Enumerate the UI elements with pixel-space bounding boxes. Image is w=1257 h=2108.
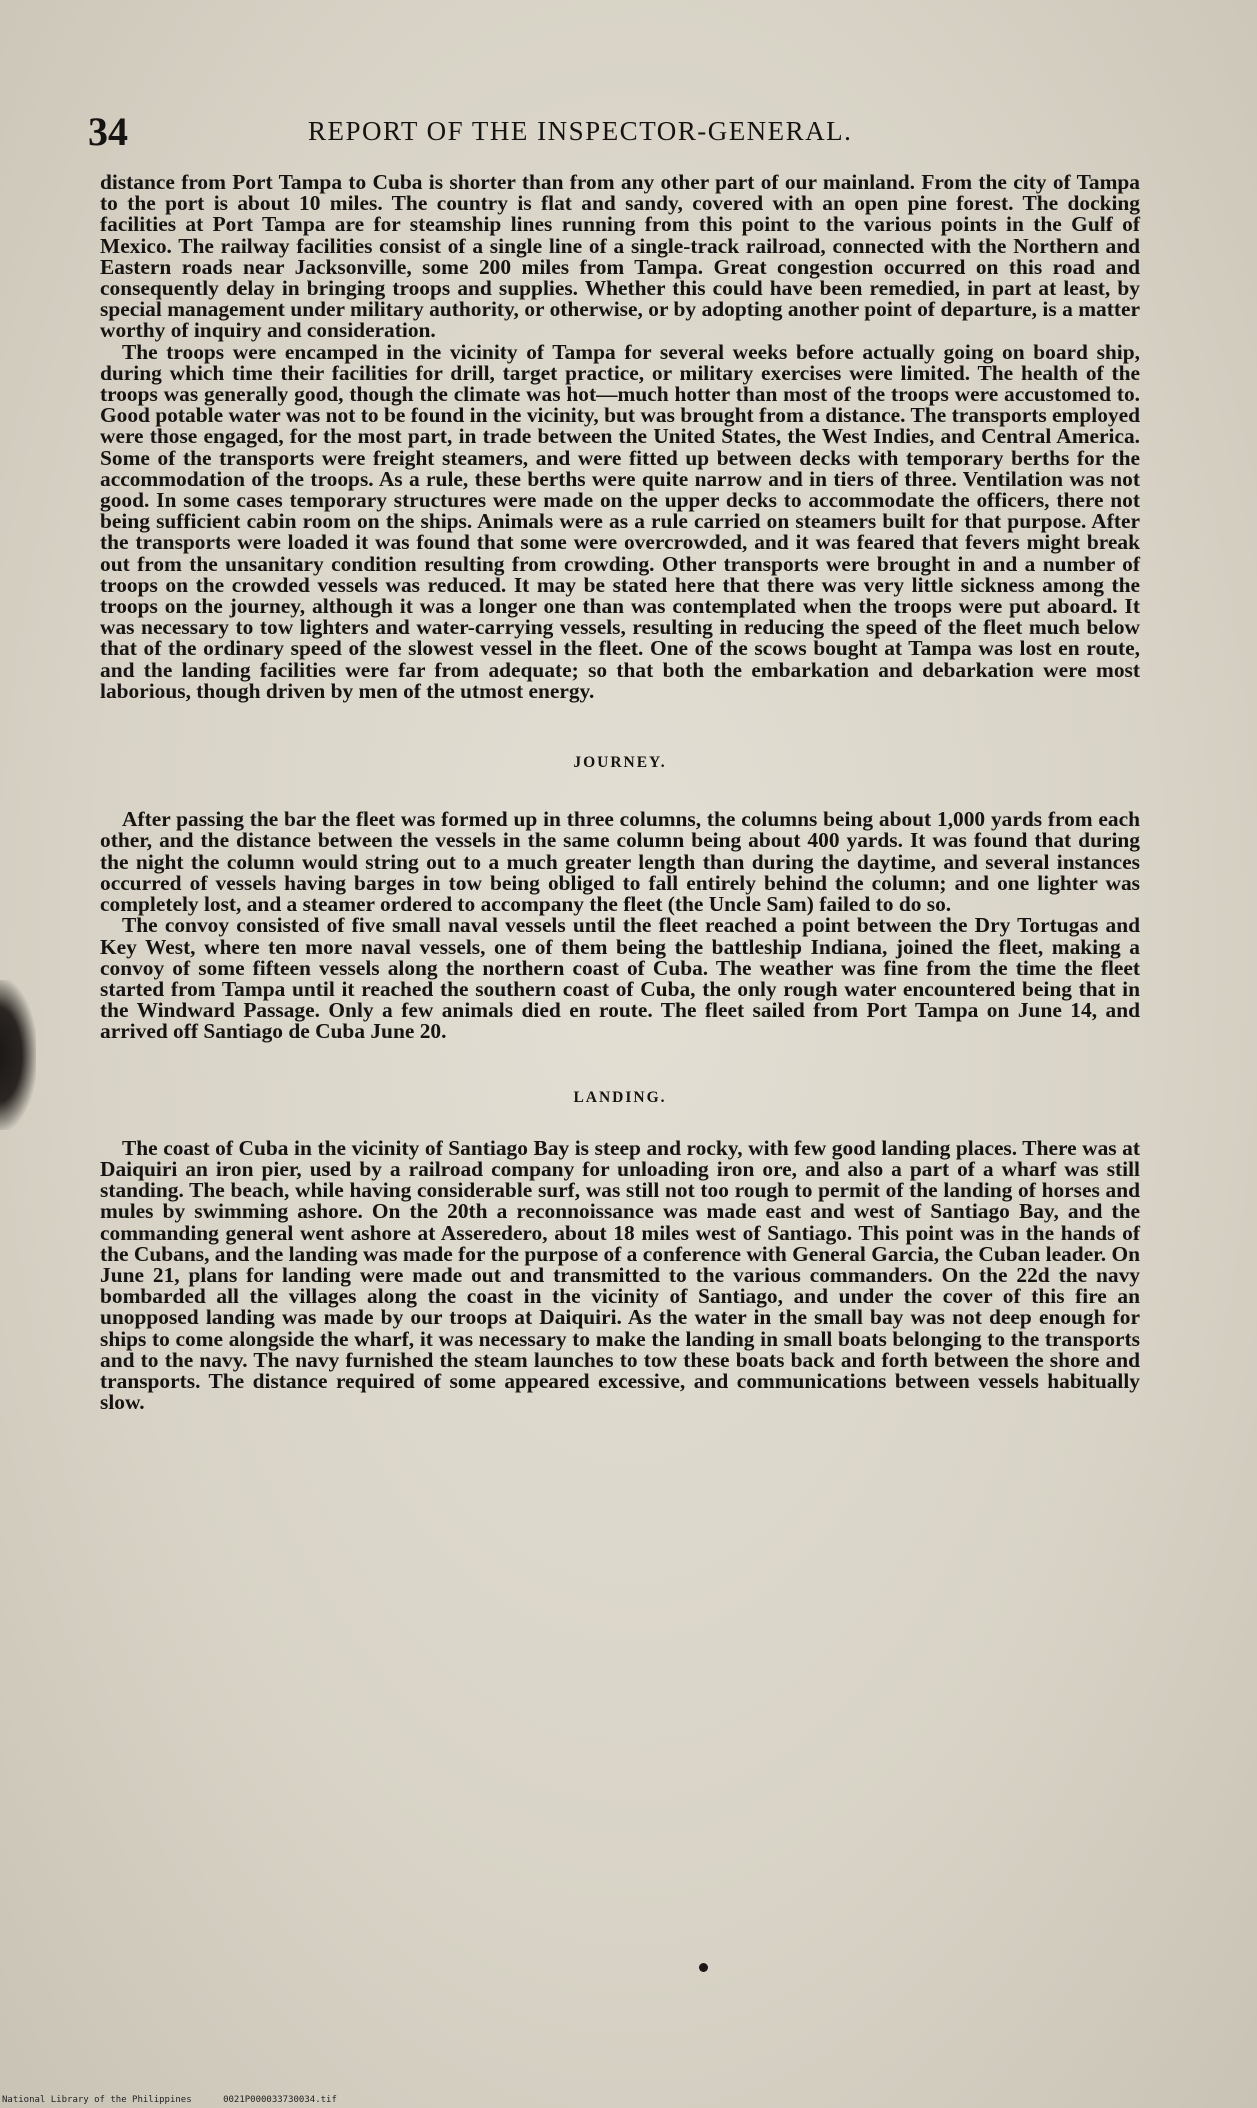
scan-footer [0,2092,1257,2108]
page-number: 34 [88,109,128,154]
paragraph: The convoy consisted of five small naval vessels until the fleet reached a point between the Dry Tortugas and Key West, where ten more naval vessels, one of them being the battleship Indiana, joined the fleet, making a convoy of some fifteen vessels along the northern coast of Cuba. The weather was fine from the time the fleet started from Tampa until it reached the southern coast of Cuba, the only rough water encountered being that in the Windward Passage. Only a few animals died en route. The fleet sailed from Port Tampa on June 14, and arrived off Santiago de Cuba June 20. [100,913,1140,1044]
paragraph: The troops were encamped in the vicinity of Tampa for several weeks before actually going on board ship, during which time their facilities for drill, target practice, or military exercises were limited. The health of the troops was generally good, though the climate was hot—much hotter than most of the troops were accustomed to. Good potable water was not to be found in the vicinity, but was brought from a distance. The transports employed were those engaged, for the most part, in trade between the United States, the West Indies, and Central America. Some of the transports were freight steamers, and were fitted up between decks with temporary berths for the accommodation of the troops. As a rule, these berths were quite narrow and in tiers of three. Ventilation was not good. In some cases temporary structures were made on the upper decks to accommodate the officers, there not being sufficient cabin room on the ships. Animals were as a rule carried on steamers built for that purpose. After the transports were loaded it was found that some were overcrowded, and it was feared that fevers might break out from the unsanitary condition resulting from crowding. Other transports were brought in and a number of troops on the crowded vessels was reduced. It may be stated here that there was very little sickness among the troops on the journey, although it was a longer one than was contemplated when the troops were put aboard. It was necessary to tow lighters and water-carrying vessels, resulting in reducing the speed of the fleet much below that of the ordinary speed of the slowest vessel in the fleet. One of the scows bought at Tampa was lost en route, and the landing facilities were far from adequate; so that both the embarkation and debarkation were most laborious, though driven by men of the utmost energy. [100,339,1140,703]
ink-spot [699,1963,708,1972]
binding-shadow [0,980,36,1130]
footer-file-id: 0021P000033730034.tif [223,2095,337,2105]
section-heading-landing: LANDING. [573,1088,667,1106]
footer-library: National Library of the Philippines [2,2095,192,2105]
paragraph: After passing the bar the fleet was formed up in three columns, the columns being about 1,000 yards from each other, and the distance between the vessels in the same column being about 400 yards. It was found that during the night the column would string out to a much greater length than during the daytime, and several instances occurred of vessels having barges in tow being obliged to fall entirely behind the column; and one lighter was completely lost, and a steamer ordered to accompany the fleet (the Uncle Sam) failed to do so. [100,807,1140,917]
section-heading-journey: JOURNEY. [573,754,667,772]
page-title: REPORT OF THE INSPECTOR-GENERAL. [308,116,853,146]
paragraph: The coast of Cuba in the vicinity of Santiago Bay is steep and rocky, with few good landing places. There was at Daiquiri an iron pier, used by a railroad company for unloading iron ore, and also a part of a wharf was still standing. The beach, while having considerable surf, was still not too rough to permit of the landing of horses and mules by swimming ashore. On the 20th a reconnoissance was made east and west of Santiago Bay, and the commanding general went ashore at Asseredero, about 18 miles west of Santiago. This point was in the hands of the Cubans, and the landing was made for the purpose of a conference with General Garcia, the Cuban leader. On June 21, plans for landing were made out and transmitted to the various commanders. On the 22d the navy bombarded all the villages along the coast in the vicinity of Santiago, and under the cover of this fire an unopposed landing was made by our troops at Daiquiri. As the water in the small bay was not deep enough for ships to come alongside the wharf, it was necessary to make the landing in small boats belonging to the transports and to the navy. The navy furnished the steam launches to tow these boats back and forth between the shore and transports. The distance required of some appeared excessive, and communications between vessels habitually slow. [100,1135,1140,1415]
running-head [88,108,1148,158]
paragraph: distance from Port Tampa to Cuba is shorter than from any other part of our mainland. From the city of Tampa to the port is about 10 miles. The country is flat and sandy, covered with an open pine forest. The docking facilities at Port Tampa are for steamship lines running from this point to the various points in the Gulf of Mexico. The railway facilities consist of a single line of a single-track railroad, connected with the Northern and Eastern roads near Jacksonville, some 200 miles from Tampa. Great congestion occurred on this road and consequently delay in bringing troops and supplies. Whether this could have been remedied, in part at least, by special management under military authority, or otherwise, or by adopting another point of departure, is a matter worthy of inquiry and consideration. [100,170,1140,343]
body-text [100,172,1140,1413]
